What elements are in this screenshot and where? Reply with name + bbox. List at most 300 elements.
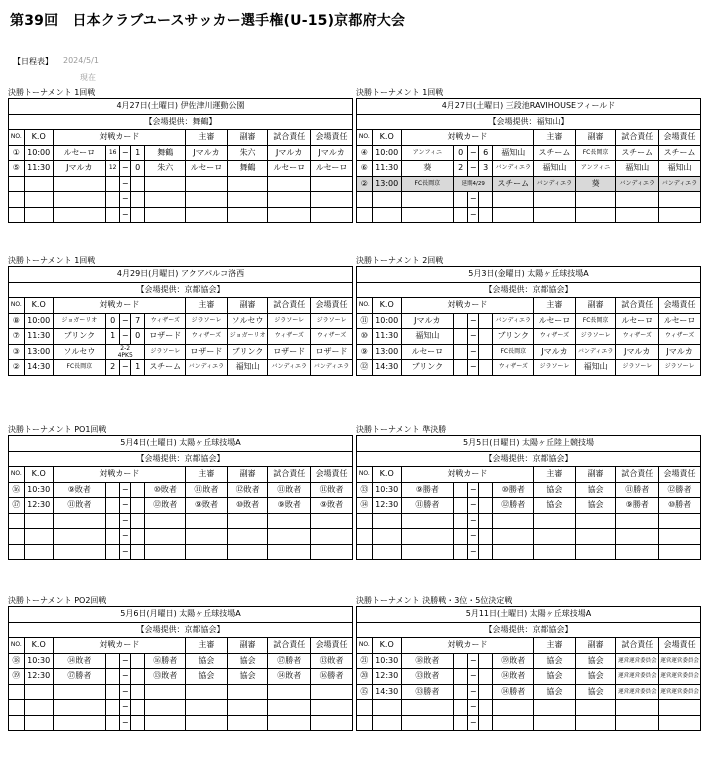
table-row — [9, 176, 353, 192]
table-row — [9, 513, 353, 529]
referee: 協会 — [534, 653, 576, 669]
provider-row — [9, 622, 353, 638]
score-regular: 2-2 — [120, 344, 131, 352]
match-responsible: ⑪敗者 — [268, 482, 311, 498]
header-card: 対戦カード — [401, 298, 533, 314]
match-no — [9, 684, 25, 700]
away-score — [478, 669, 493, 685]
kickoff-time — [24, 513, 53, 529]
match-table — [356, 435, 701, 560]
score-separator: − — [468, 653, 478, 669]
table-row — [357, 360, 701, 376]
match-no — [357, 715, 373, 731]
match-responsible: 運営運営委員会 — [616, 669, 659, 685]
away-score — [478, 513, 493, 529]
kickoff-time: 10:30 — [24, 653, 53, 669]
score-separator: − — [120, 145, 130, 161]
table-row — [357, 498, 701, 514]
header-assistant: 副審 — [227, 638, 268, 654]
venue-responsible — [311, 529, 353, 545]
header-card: 対戦カード — [53, 130, 185, 146]
home-team: Jマルカ — [53, 161, 105, 177]
assistant-referee — [227, 700, 268, 716]
away-score — [130, 544, 145, 560]
away-team: ⑲敗者 — [493, 653, 534, 669]
kickoff-time: 11:30 — [24, 329, 53, 345]
kickoff-time: 12:30 — [24, 669, 53, 685]
home-score — [453, 684, 468, 700]
match-responsible — [616, 544, 659, 560]
home-score — [453, 653, 468, 669]
venue-responsible — [311, 513, 353, 529]
home-score: 0 — [105, 313, 120, 329]
table-row — [9, 313, 353, 329]
venue-responsible: Jマルカ — [659, 344, 701, 360]
score-separator: − — [468, 344, 478, 360]
score-separator: − — [468, 161, 478, 177]
table-row — [357, 482, 701, 498]
referee: ジラソーレ — [534, 360, 576, 376]
referee: ウィザーズ — [186, 329, 228, 345]
referee: ウィザーズ — [534, 329, 576, 345]
score-separator: − — [468, 700, 478, 716]
venue-responsible — [659, 700, 701, 716]
kickoff-time: 12:30 — [372, 498, 401, 514]
home-score — [105, 498, 120, 514]
venue-responsible: ルセーロ — [311, 161, 353, 177]
match-no — [357, 529, 373, 545]
home-team: ⑭敗者 — [53, 653, 105, 669]
round-label: 決勝トーナメント PO1回戦 — [8, 425, 107, 434]
provider-row — [357, 622, 701, 638]
kickoff-time: 11:30 — [372, 161, 401, 177]
match-no: ⑩ — [357, 329, 373, 345]
home-team: アンフィニ — [401, 145, 453, 161]
kickoff-time: 12:30 — [24, 498, 53, 514]
match-no: ⑮ — [357, 684, 373, 700]
score-separator: − — [468, 360, 478, 376]
venue-responsible — [659, 715, 701, 731]
assistant-referee — [227, 684, 268, 700]
referee — [534, 715, 576, 731]
header-referee: 主審 — [186, 298, 228, 314]
home-team — [53, 529, 105, 545]
date-venue-row — [357, 99, 701, 115]
table-row — [9, 329, 353, 345]
home-team — [53, 715, 105, 731]
match-responsible — [616, 529, 659, 545]
match-no — [9, 700, 25, 716]
header-card: 対戦カード — [401, 638, 533, 654]
venue-responsible — [311, 544, 353, 560]
away-team: バンディエラ — [493, 313, 534, 329]
assistant-referee: バンディエラ — [575, 344, 616, 360]
venue-responsible: バンディエラ — [311, 360, 353, 376]
away-score — [130, 669, 145, 685]
away-team: 福知山 — [493, 145, 534, 161]
assistant-referee: アンフィニ — [575, 161, 616, 177]
kickoff-time: 14:30 — [24, 360, 53, 376]
header-referee: 主審 — [534, 638, 576, 654]
header-no: NO. — [9, 638, 25, 654]
header-row — [357, 298, 701, 314]
match-responsible: ルセーロ — [268, 161, 311, 177]
header-assistant: 副審 — [575, 298, 616, 314]
header-match-resp: 試合責任 — [268, 638, 311, 654]
venue-responsible — [311, 207, 353, 223]
match-responsible — [268, 513, 311, 529]
away-team: ⑩勝者 — [493, 482, 534, 498]
table-row — [357, 192, 701, 208]
round-label: 決勝トーナメント 1回戦 — [8, 256, 96, 265]
referee — [186, 513, 228, 529]
header-row — [357, 638, 701, 654]
away-score — [478, 313, 493, 329]
match-responsible: ジラソーレ — [616, 360, 659, 376]
match-block — [8, 596, 353, 731]
kickoff-time: 10:00 — [24, 145, 53, 161]
home-team: 葵 — [401, 161, 453, 177]
away-score — [478, 684, 493, 700]
match-responsible: バンディエラ — [616, 176, 659, 192]
kickoff-time — [24, 544, 53, 560]
venue-responsible: ロザード — [311, 344, 353, 360]
header-venue-resp: 会場責任 — [311, 638, 353, 654]
away-team: FC長岡京 — [493, 344, 534, 360]
venue-responsible: ジラソーレ — [311, 313, 353, 329]
home-score — [105, 544, 120, 560]
date-venue: 5月11日(土曜日) 太陽ヶ丘球技場A — [357, 607, 701, 623]
header-row — [357, 467, 701, 483]
venue-responsible: Jマルカ — [311, 145, 353, 161]
away-team — [145, 544, 186, 560]
provider-row — [357, 451, 701, 467]
away-score — [478, 207, 493, 223]
kickoff-time: 10:30 — [372, 482, 401, 498]
home-score — [105, 513, 120, 529]
away-team: ウィザーズ — [145, 313, 186, 329]
match-no — [9, 544, 25, 560]
match-responsible: ⑰勝者 — [268, 653, 311, 669]
schedule-date: 2024/5/1 — [63, 56, 99, 65]
match-no: ㉑ — [357, 653, 373, 669]
header-ko: K.O — [372, 467, 401, 483]
away-score — [478, 329, 493, 345]
header-venue-resp: 会場責任 — [311, 130, 353, 146]
table-row — [9, 145, 353, 161]
header-referee: 主審 — [186, 130, 228, 146]
referee: 協会 — [534, 498, 576, 514]
away-team — [493, 715, 534, 731]
postponed-note: 延期4/29 — [453, 176, 493, 192]
home-score — [453, 544, 468, 560]
venue-provider: 【会場提供：京都協会】 — [357, 451, 701, 467]
away-team: ウィザーズ — [493, 360, 534, 376]
header-row — [9, 130, 353, 146]
table-row — [357, 176, 701, 192]
table-row — [9, 653, 353, 669]
referee — [186, 192, 228, 208]
table-row — [357, 207, 701, 223]
away-score — [130, 192, 145, 208]
date-venue: 5月4日(土曜日) 太陽ヶ丘球技場A — [9, 436, 353, 452]
referee — [534, 513, 576, 529]
assistant-referee: 葵 — [575, 176, 616, 192]
round-label: 決勝トーナメント 決勝戦・3位・5位決定戦 — [356, 596, 513, 605]
header-no: NO. — [9, 130, 25, 146]
kickoff-time — [24, 715, 53, 731]
match-no: ⑤ — [9, 161, 25, 177]
table-row — [9, 700, 353, 716]
away-score: 3 — [478, 161, 493, 177]
match-responsible: Jマルカ — [268, 145, 311, 161]
match-responsible: ⑪勝者 — [616, 482, 659, 498]
table-row — [357, 653, 701, 669]
match-block — [356, 596, 701, 731]
match-no — [357, 513, 373, 529]
kickoff-time — [24, 529, 53, 545]
kickoff-time — [372, 529, 401, 545]
header-venue-resp: 会場責任 — [311, 467, 353, 483]
match-responsible: ロザード — [268, 344, 311, 360]
venue-responsible — [659, 192, 701, 208]
header-assistant: 副審 — [227, 467, 268, 483]
home-score: 16 — [105, 145, 120, 161]
round-label: 決勝トーナメント PO2回戦 — [8, 596, 107, 605]
header-ko: K.O — [24, 638, 53, 654]
header-venue-resp: 会場責任 — [659, 130, 701, 146]
away-team: ⑫勝者 — [493, 498, 534, 514]
away-team: ⑫敗者 — [145, 498, 186, 514]
match-responsible: ジラソーレ — [268, 313, 311, 329]
table-row — [9, 498, 353, 514]
match-no: ⑯ — [9, 482, 25, 498]
away-team — [145, 715, 186, 731]
table-row — [9, 544, 353, 560]
away-team: スチーム — [145, 360, 186, 376]
home-score — [105, 207, 120, 223]
header-row — [9, 467, 353, 483]
home-score — [105, 176, 120, 192]
referee — [186, 544, 228, 560]
home-team: ブリンク — [401, 360, 453, 376]
provider-row — [9, 114, 353, 130]
assistant-referee: ⑫敗者 — [227, 482, 268, 498]
referee: 協会 — [186, 669, 228, 685]
match-responsible: ⑨勝者 — [616, 498, 659, 514]
venue-provider: 【会場提供：京都協会】 — [357, 282, 701, 298]
match-responsible — [268, 176, 311, 192]
venue-responsible — [659, 207, 701, 223]
venue-responsible — [659, 529, 701, 545]
home-score — [105, 653, 120, 669]
home-team: ⑱敗者 — [401, 653, 453, 669]
venue-responsible: 運営運営委員会 — [659, 684, 701, 700]
referee: ルセーロ — [534, 313, 576, 329]
assistant-referee — [227, 192, 268, 208]
venue-responsible: ⑬敗者 — [311, 653, 353, 669]
kickoff-time — [372, 544, 401, 560]
header-venue-resp: 会場責任 — [659, 638, 701, 654]
table-row — [357, 161, 701, 177]
table-row — [357, 669, 701, 685]
match-responsible: ルセーロ — [616, 313, 659, 329]
match-responsible: バンディエラ — [268, 360, 311, 376]
kickoff-time — [372, 513, 401, 529]
match-no — [9, 715, 25, 731]
provider-row — [357, 282, 701, 298]
venue-provider: 【会場提供：京都協会】 — [357, 622, 701, 638]
table-row — [357, 145, 701, 161]
date-venue: 5月3日(金曜日) 太陽ヶ丘球技場A — [357, 267, 701, 283]
score-separator: − — [468, 498, 478, 514]
away-score — [130, 498, 145, 514]
score-pk — [105, 344, 145, 360]
venue-provider: 【会場提供：京都協会】 — [9, 282, 353, 298]
header-assistant: 副審 — [575, 130, 616, 146]
header-card: 対戦カード — [53, 638, 185, 654]
assistant-referee — [227, 715, 268, 731]
header-assistant: 副審 — [575, 467, 616, 483]
score-separator: − — [468, 529, 478, 545]
assistant-referee: FC長岡京 — [575, 145, 616, 161]
kickoff-time: 14:30 — [372, 684, 401, 700]
venue-responsible: 運営運営委員会 — [659, 669, 701, 685]
header-referee: 主審 — [534, 298, 576, 314]
referee — [534, 544, 576, 560]
venue-responsible — [311, 700, 353, 716]
home-team: ⑪敗者 — [53, 498, 105, 514]
match-responsible — [616, 192, 659, 208]
header-venue-resp: 会場責任 — [659, 298, 701, 314]
kickoff-time: 11:30 — [24, 161, 53, 177]
match-table — [8, 266, 353, 376]
referee — [534, 700, 576, 716]
score-separator: − — [120, 684, 130, 700]
match-responsible: 運営運営委員会 — [616, 684, 659, 700]
away-score — [130, 513, 145, 529]
home-team: ルセーロ — [401, 344, 453, 360]
home-score: 0 — [453, 145, 468, 161]
home-team — [401, 529, 453, 545]
date-venue: 5月5日(日曜日) 太陽ヶ丘陸上競技場 — [357, 436, 701, 452]
venue-responsible: スチーム — [659, 145, 701, 161]
away-score: 7 — [130, 313, 145, 329]
away-team — [493, 513, 534, 529]
match-responsible: スチーム — [616, 145, 659, 161]
match-no: ③ — [9, 344, 25, 360]
match-table — [356, 606, 701, 731]
score-separator: − — [468, 207, 478, 223]
assistant-referee — [575, 192, 616, 208]
table-row — [9, 344, 353, 360]
home-team — [401, 207, 453, 223]
match-table — [8, 435, 353, 560]
away-team: ジラソーレ — [145, 344, 186, 360]
kickoff-time — [24, 192, 53, 208]
header-no: NO. — [357, 638, 373, 654]
score-separator: − — [120, 192, 130, 208]
score-separator: − — [120, 313, 130, 329]
date-venue-row — [9, 267, 353, 283]
venue-responsible — [311, 176, 353, 192]
referee: 協会 — [186, 653, 228, 669]
kickoff-time: 14:30 — [372, 360, 401, 376]
kickoff-time — [24, 700, 53, 716]
venue-responsible: ⑪敗者 — [311, 482, 353, 498]
home-score — [105, 192, 120, 208]
venue-responsible: ジラソーレ — [659, 360, 701, 376]
assistant-referee: ジラソーレ — [575, 329, 616, 345]
match-responsible: 運営運営委員会 — [616, 653, 659, 669]
match-responsible — [616, 715, 659, 731]
header-assistant: 副審 — [227, 130, 268, 146]
venue-responsible — [659, 544, 701, 560]
away-score — [478, 498, 493, 514]
header-venue-resp: 会場責任 — [311, 298, 353, 314]
assistant-referee: 協会 — [227, 653, 268, 669]
away-score — [478, 715, 493, 731]
match-no — [357, 207, 373, 223]
home-team: Jマルカ — [401, 313, 453, 329]
home-team — [401, 192, 453, 208]
home-team: FC長岡京 — [401, 176, 453, 192]
match-table — [8, 98, 353, 223]
match-no: ① — [9, 145, 25, 161]
venue-responsible: ルセーロ — [659, 313, 701, 329]
assistant-referee: ジョガーリオ — [227, 329, 268, 345]
referee: Jマルカ — [186, 145, 228, 161]
header-match-resp: 試合責任 — [616, 298, 659, 314]
away-team: ⑩敗者 — [145, 482, 186, 498]
match-no: ⑧ — [9, 313, 25, 329]
home-score — [105, 684, 120, 700]
venue-responsible: ウィザーズ — [311, 329, 353, 345]
match-responsible — [616, 513, 659, 529]
table-row — [9, 669, 353, 685]
score-separator: − — [468, 715, 478, 731]
home-team: ルセーロ — [53, 145, 105, 161]
header-ko: K.O — [24, 467, 53, 483]
assistant-referee — [227, 207, 268, 223]
score-separator: − — [468, 145, 478, 161]
date-venue-row — [9, 436, 353, 452]
date-venue-row — [357, 436, 701, 452]
match-responsible — [268, 529, 311, 545]
header-no: NO. — [357, 130, 373, 146]
kickoff-time — [24, 176, 53, 192]
assistant-referee — [227, 513, 268, 529]
assistant-referee: 福知山 — [575, 360, 616, 376]
kickoff-time: 12:30 — [372, 669, 401, 685]
away-score — [130, 176, 145, 192]
referee — [186, 529, 228, 545]
score-separator: − — [120, 329, 130, 345]
table-row — [357, 513, 701, 529]
match-responsible — [268, 684, 311, 700]
match-block — [356, 425, 701, 560]
home-score — [453, 700, 468, 716]
provider-row — [357, 114, 701, 130]
date-venue: 4月29日(月曜日) アクアパルコ洛西 — [9, 267, 353, 283]
table-row — [357, 684, 701, 700]
venue-responsible — [311, 715, 353, 731]
away-team — [145, 176, 186, 192]
table-row — [9, 684, 353, 700]
referee — [534, 207, 576, 223]
assistant-referee — [575, 544, 616, 560]
match-responsible: ウィザーズ — [616, 329, 659, 345]
